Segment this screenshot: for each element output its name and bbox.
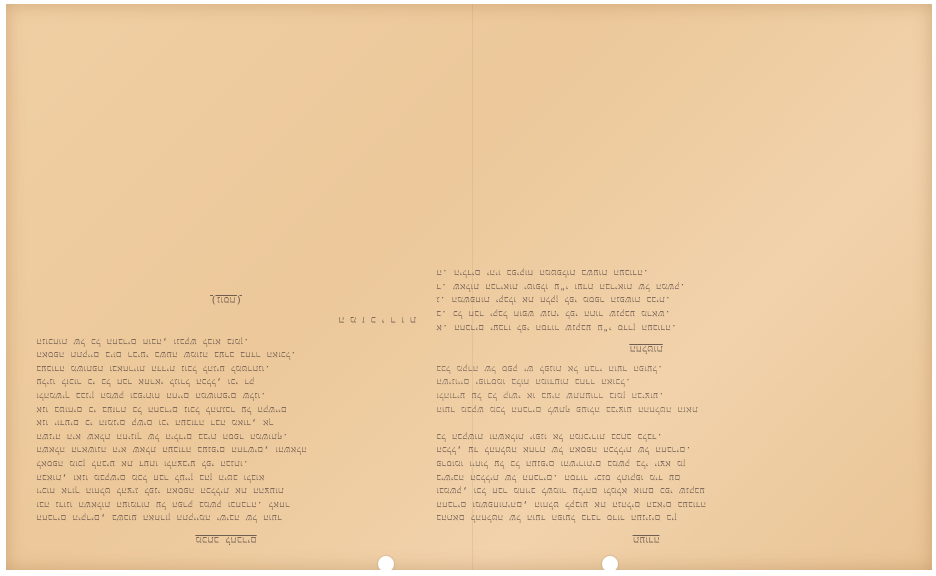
section-heading: החלטות xyxy=(629,343,663,355)
footer-heading: (נוסח) xyxy=(210,294,242,306)
text-line: אנו בטוחים כי בעזרת כל החברים נוכל להתגבר על הקשיים xyxy=(36,403,287,415)
text-line: עלינו לזכור כי כל חבר אחראי לגורל הכלל, וכי רק xyxy=(36,376,255,388)
text-line: הכלל, עד להחלטה אחרת של האספה הכללית של החברים. xyxy=(436,444,692,456)
text-line: החברים ומשפחותיהם, הוחלט לקבוע את הנהלים הבאים בעבודה xyxy=(436,498,706,510)
text-line: החברים היקרים, בשבוע האחרון התקיימה ישיבה של הועד xyxy=(36,512,282,524)
text-line: פרסומו ויחול על כל הענפים והשירותים במשק בלי יוצא מן xyxy=(436,458,686,470)
left-column-text xyxy=(436,266,856,552)
text-line: השאלה הראשונה היא שאלת העבודה בענפים החדשים, והשאלה xyxy=(36,444,307,456)
text-line: ולהמשיך בבנין המשק ובפיתוח החיים המשותפים שלנו. xyxy=(36,390,267,402)
text-line: ד. שאלות הבריאות יטופלו ע"י ועדת הבריאות של המשק. xyxy=(436,280,686,292)
text-line: ג. המשפחות יקבלו את חלקן לפי מספר הנפשות בבית. xyxy=(436,294,671,306)
signature: המזכירות xyxy=(332,314,416,326)
punch-hole xyxy=(378,556,394,570)
text-line xyxy=(436,416,856,430)
text-line: האספה תתקיים ביום רביעי בשעה שמונה בערב בחדר האוכל. xyxy=(36,349,297,361)
text-line: כל הבקשות והשאלות יופנו אל המזכירות בכתב בלבד. xyxy=(436,430,663,442)
text-line: הנוכחות של כל החברים חובה, ונבקש לבוא בזמן. xyxy=(36,335,249,347)
text-line: ובמשק, וכל חבר מחויב לשמור עליהם ולמלא אותם כפי שנקבע xyxy=(436,485,705,497)
text-line: הועד מבקש מכל החברים לשתף פעולה בביצוע ההחלטה הזאת xyxy=(436,403,698,415)
section-heading: מכתב לחברים xyxy=(195,534,257,545)
section-heading: תעודה xyxy=(632,534,660,545)
text-line: אנו יודעים כי הזמנים קשים וכי העבודה רבה מאוד, אך xyxy=(36,417,274,429)
text-line: ויכוח ארוך הוחלט להציג לפני האספה הכללית את ההצעות xyxy=(36,485,284,497)
text-line: בעבודה משותפת ובאחריות הדדית נוכל להגיע למטרתנו. xyxy=(36,362,271,374)
text-line: השינויים יפורסמו בלוח המודעות בחדר האוכל. xyxy=(436,376,631,388)
text-line: לאספה מוכן להביע את דעתו ולהצביע לפי הבנתו. xyxy=(36,458,249,470)
punch-hole xyxy=(602,556,618,570)
text-line: השניה היא שאלת החינוך של הילדים בבית הספר המשותף. xyxy=(36,430,288,442)
text-line: הבאות, ואנו מבקשים מכל חבר לעיין בהן היטב ולבוא xyxy=(36,471,265,483)
scanned-document-page xyxy=(6,4,932,570)
text-line: ב. כל חבר יקבל חופש שנתי לפי התור שנקבע מראש. xyxy=(436,308,671,320)
text-line: ולהודיע על כל קושי או בעיה שתתעורר בזמן הביצוע. xyxy=(436,390,665,402)
rotated-page-content xyxy=(6,4,932,570)
text-line: ה. הילדים יהיו בפיקוח המטפלות בשעות העבודה. xyxy=(436,267,649,279)
text-line: בהתאם להחלטה של הועד הפועל בדבר סדור הענינים בין xyxy=(436,512,677,524)
right-column-text xyxy=(36,285,416,552)
text-line: בישיבה הכללית של החברים. הסדור יכנס לתוקפו מיד עם xyxy=(436,471,681,483)
text-line: ובה נדונו השאלות העומדות על הפרק במשק ובחברה. לאחר xyxy=(36,498,290,510)
text-line: א. החברים יעבדו לפי הסדור שנקבע ע"י סדרן העבודה. xyxy=(436,321,677,333)
text-line: בכל מקרה של ספק יש לפנות אל חברי הועד הפועל. xyxy=(436,362,663,374)
